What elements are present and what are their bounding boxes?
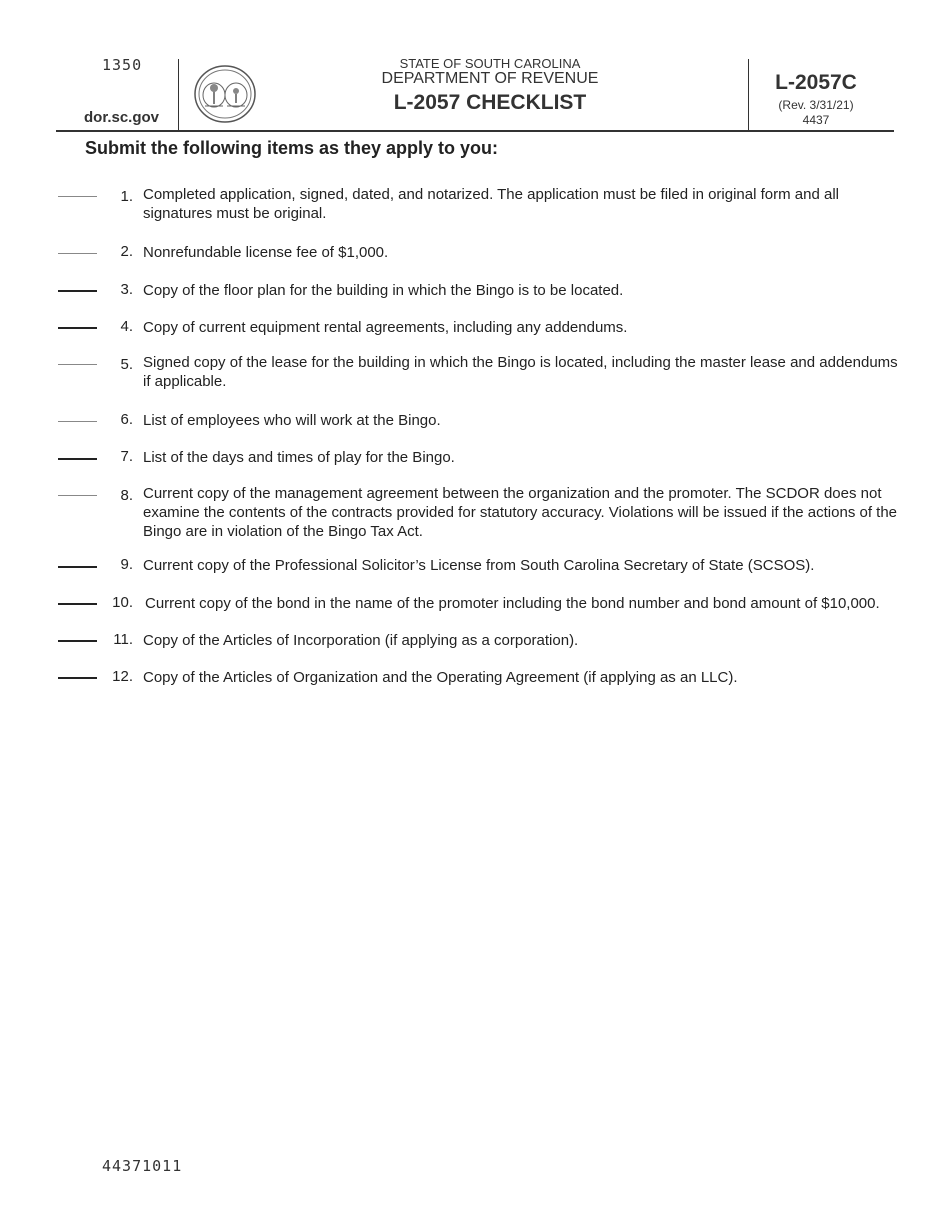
item-number: 2. [120, 243, 133, 260]
header-rule [56, 130, 894, 132]
checkbox-line-7[interactable] [58, 458, 97, 460]
item-text: Current copy of the management agreement between the organization and the promoter. The SCDOR does not examine the contents of the contracts provided for statutory accuracy. Violations will be issued if the actions of the Bingo are in violation of the Bingo Tax Act. [143, 485, 898, 540]
item-text: Copy of the Articles of Organization and the Operating Agreement (if applying as an LLC). [143, 669, 738, 686]
checkbox-line-4[interactable] [58, 327, 97, 329]
form-id-code: 1350 [102, 56, 143, 74]
item-text: Current copy of the bond in the name of the promoter including the bond number and bond amount of $10,000. [145, 595, 880, 612]
checkbox-line-9[interactable] [58, 566, 97, 568]
item-number: 7. [120, 448, 133, 465]
item-number: 1. [120, 188, 133, 205]
item-text: Copy of the Articles of Incorporation (if applying as a corporation). [143, 632, 579, 649]
page-title: L-2057 CHECKLIST [393, 91, 587, 114]
item-text: List of employees who will work at the Bingo. [143, 412, 441, 429]
item-number: 3. [120, 281, 133, 298]
item-number: 6. [120, 411, 133, 428]
item-number: 5. [120, 356, 133, 373]
checkbox-line-2[interactable] [58, 253, 97, 254]
checkbox-line-3[interactable] [58, 290, 97, 292]
item-number: 12. [112, 668, 133, 685]
item-number: 11. [113, 631, 133, 648]
item-text: Completed application, signed, dated, and notarized. The application must be filed in original form and all signatures must be original. [143, 186, 839, 222]
header-divider-right [748, 59, 749, 130]
item-number: 10. [112, 594, 133, 611]
department-heading: DEPARTMENT OF REVENUE [381, 70, 599, 87]
item-number: 8. [120, 487, 133, 504]
item-text: Signed copy of the lease for the building in which the Bingo is located, including the master lease and addendums if applicable. [143, 354, 898, 390]
item-number: 9. [120, 556, 133, 573]
item-number: 4. [120, 318, 133, 335]
checkbox-line-1[interactable] [58, 196, 97, 197]
checkbox-line-11[interactable] [58, 640, 97, 642]
item-text: Copy of current equipment rental agreements, including any addendums. [143, 319, 628, 336]
state-seal-icon [193, 64, 257, 124]
barcode-number: 44371011 [102, 1157, 183, 1175]
website-label: dor.sc.gov [84, 109, 160, 126]
checkbox-line-12[interactable] [58, 677, 97, 679]
instruction-heading: Submit the following items as they apply to you: [85, 138, 499, 158]
checkbox-line-10[interactable] [58, 603, 97, 605]
state-heading: STATE OF SOUTH CAROLINA [399, 56, 581, 71]
header-divider-left [178, 59, 179, 130]
checkbox-line-8[interactable] [58, 495, 97, 496]
form-code: 4437 [802, 113, 830, 127]
item-text: Current copy of the Professional Solicitor’s License from South Carolina Secretary of State (SCSOS). [143, 557, 815, 574]
checkbox-line-5[interactable] [58, 364, 97, 365]
item-text: Copy of the floor plan for the building in which the Bingo is to be located. [143, 282, 624, 299]
item-text: Nonrefundable license fee of $1,000. [143, 244, 389, 261]
revision-date: (Rev. 3/31/21) [778, 98, 854, 112]
form-number: L-2057C [775, 71, 857, 94]
checkbox-line-6[interactable] [58, 421, 97, 422]
item-text: List of the days and times of play for the Bingo. [143, 449, 455, 466]
